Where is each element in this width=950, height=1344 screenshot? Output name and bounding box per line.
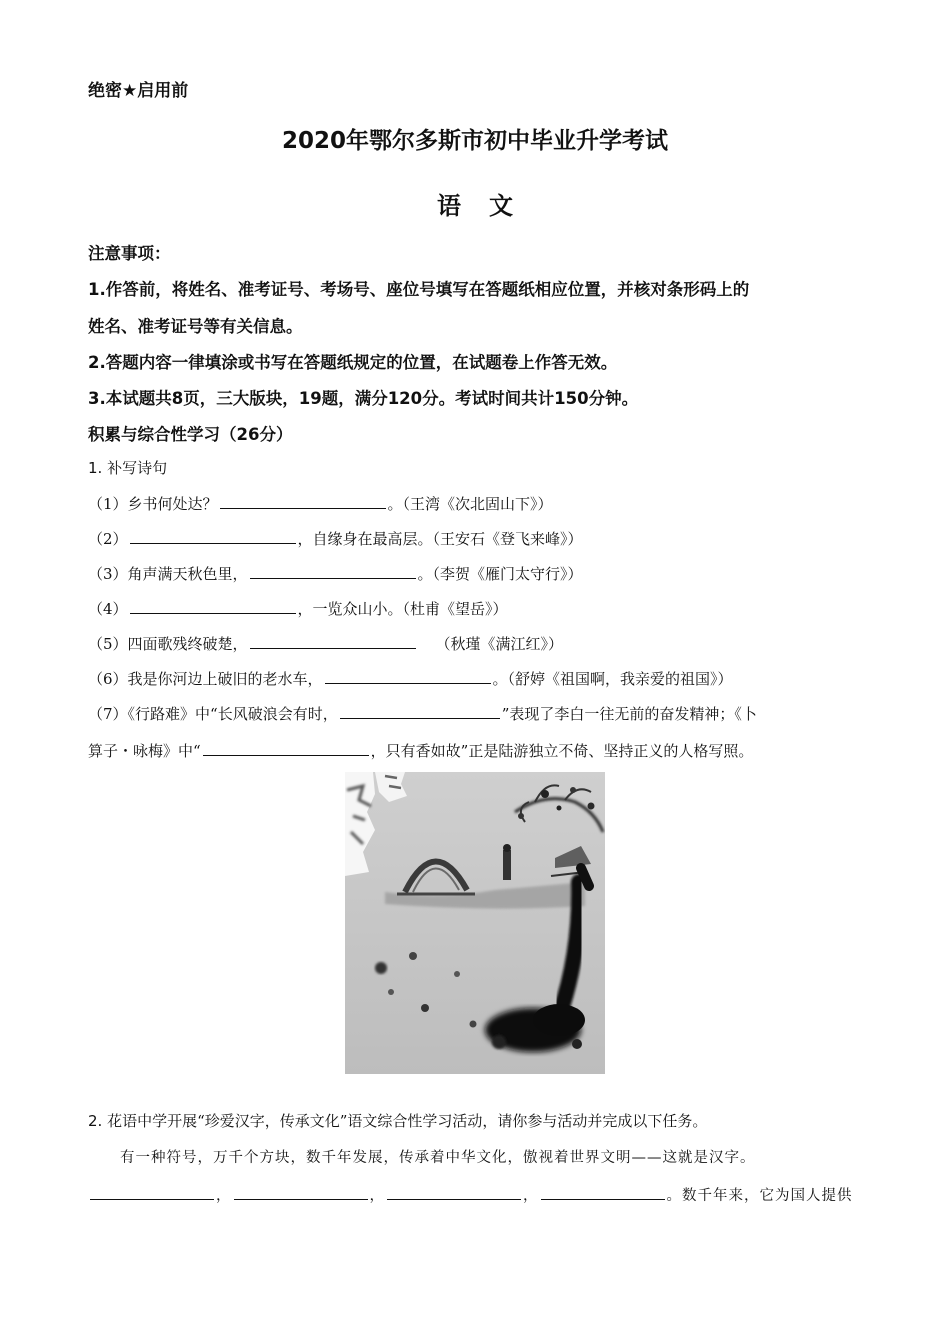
answer-blank[interactable] [130,542,296,544]
poem-suffix: ，自缘身在最高层。（王安石《登飞来峰》） [297,530,583,548]
poem-prefix: （7）《行路难》中“长风破浪会有时， [88,705,338,723]
subject-title: 语文 [437,192,541,220]
answer-blank[interactable] [130,612,296,614]
exam-title: 2020年鄂尔多斯市初中毕业升学考试 [281,128,668,154]
question-1-title [88,457,167,478]
notice-heading: 注意事项： [88,244,171,263]
answer-blank[interactable] [387,1198,521,1200]
poem-item [88,703,757,724]
passage-line-2 [88,1184,853,1205]
poem-suffix: ，只有香如故”正是陆游独立不倚、坚持正义的人格写照。 [370,742,754,760]
classification-label: 绝密★启用前 [88,81,189,101]
poem-prefix: （1）乡书何处达？ [88,495,218,513]
poem-suffix: 。（李贺《雁门太守行》） [417,565,583,583]
poem-suffix: ”表现了李白一往无前的奋发精神；《卜 [501,705,757,723]
poem-suffix: 。（舒婷《祖国啊，我亲爱的祖国》） [492,670,733,688]
notice-item-1-line-1: 1.作答前，将姓名、准考证号、考场号、座位号填写在答题纸相应位置，并核对条形码上的 [88,280,750,299]
poem-item [88,668,733,689]
poem-item [88,598,508,619]
poem-item [88,633,563,654]
answer-blank[interactable] [250,647,416,649]
answer-blank[interactable] [90,1198,214,1200]
notice-item-2: 2.答题内容一律填涂或书写在答题纸规定的位置，在试题卷上作答无效。 [88,353,618,372]
question-number: 2. [88,1112,103,1130]
answer-blank[interactable] [541,1198,665,1200]
separator: ， [523,1188,539,1204]
answer-blank[interactable] [340,717,500,719]
answer-blank[interactable] [220,507,386,509]
section-heading: 积累与综合性学习（26分） [88,425,293,444]
poem-suffix: 。（王湾《次北固山下》） [387,495,553,513]
question-text: 花语中学开展“珍爱汉字，传承文化”语文综合性学习活动，请你参与活动并完成以下任务。 [107,1112,708,1130]
notice-item-1-line-2: 姓名、准考证号等有关信息。 [88,317,303,336]
ink-painting-svg [345,772,605,1074]
poem-prefix: （2） [88,530,128,548]
poem-item [88,740,753,761]
poem-item [88,493,553,514]
poem-suffix: ，一览众山小。（杜甫《望岳》） [297,600,508,618]
poem-prefix: （3）角声满天秋色里， [88,565,248,583]
poem-prefix: （6）我是你河边上破旧的老水车， [88,670,323,688]
poem-prefix: 算子・咏梅》中“ [88,742,201,760]
question-text: 补写诗句 [107,459,168,477]
answer-blank[interactable] [325,682,491,684]
answer-blank[interactable] [203,754,369,756]
passage-continuation: 。数千年来，它为国人提供 [666,1188,853,1204]
notice-item-3: 3.本试题共8页，三大版块，19题，满分120分。考试时间共计150分钟。 [88,389,639,408]
poem-item [88,528,583,549]
answer-blank[interactable] [250,577,416,579]
poem-suffix: （秋瑾《满江红》） [435,635,564,653]
question-number: 1. [88,459,103,477]
separator: ， [216,1188,232,1204]
question-2-prompt [88,1110,707,1131]
answer-blank[interactable] [234,1198,368,1200]
passage-line-1: 有一种符号，万千个方块，数千年发展，传承着中华文化，傲视着世界文明——这就是汉字。 [120,1150,756,1166]
poem-item [88,563,583,584]
ink-painting-image [345,772,605,1074]
separator: ， [369,1188,385,1204]
poem-prefix: （4） [88,600,128,618]
poem-prefix: （5）四面歌残终破楚， [88,635,248,653]
